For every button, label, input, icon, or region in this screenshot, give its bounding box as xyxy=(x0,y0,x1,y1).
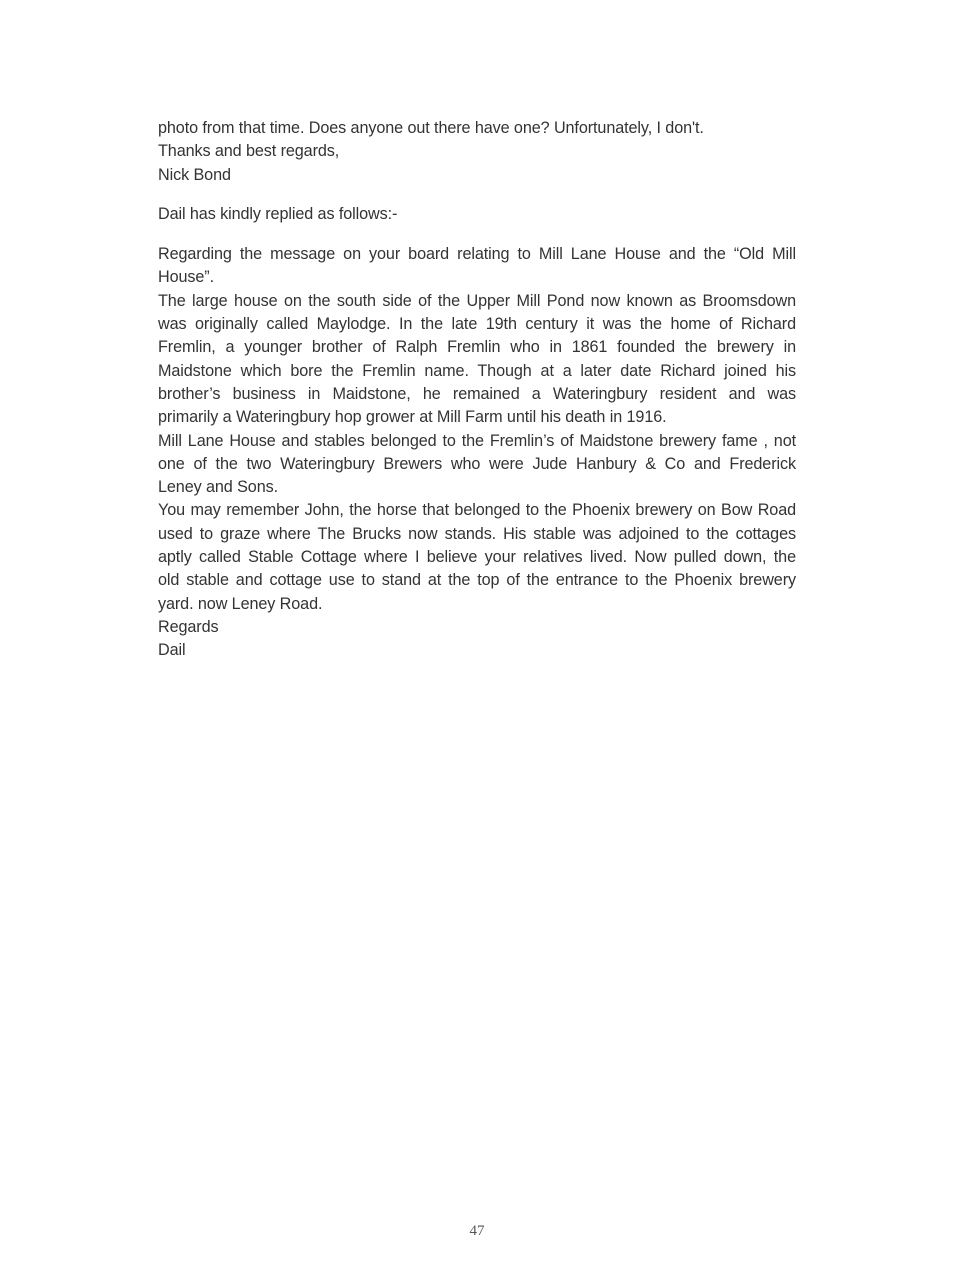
page-number: 47 xyxy=(469,1223,485,1239)
paragraph-line: The large house on the south side of the Upper Mill Pond now known as Broomsdown xyxy=(158,291,796,310)
letter-closing: Regards xyxy=(158,617,219,636)
letter-paragraph-1 xyxy=(158,243,796,290)
paragraph-line: You may remember John, the horse that belonged to the Phoenix brewery on Bow Road xyxy=(158,501,796,520)
paragraph-line: old stable and cottage use to stand at the top of the entrance to the Phoenix brewery xyxy=(158,571,796,590)
paragraph-line: Maidstone which bore the Fremlin name. Though at a later date Richard joined his xyxy=(158,361,796,380)
author-name: Nick Bond xyxy=(158,165,231,184)
paragraph-line: brother’s business in Maidstone, he remained a Wateringbury resident and was xyxy=(158,384,796,403)
letter-signature: Dail xyxy=(158,641,186,660)
paragraph-line: was originally called Maylodge. In the late 19th century it was the home of Richard xyxy=(158,315,796,334)
paragraph-line: House”. xyxy=(158,268,214,287)
intro-line: photo from that time. Does anyone out there have one? Unfortunately, I don't. xyxy=(158,119,704,137)
paragraph-line: yard. now Leney Road. xyxy=(158,594,323,613)
paragraph-line: aptly called Stable Cottage where I believe your relatives lived. Now pulled down, the xyxy=(158,548,796,567)
paragraph-line: Fremlin, a younger brother of Ralph Fremlin who in 1861 founded the brewery in xyxy=(158,338,796,357)
letter-paragraph-3 xyxy=(158,430,796,500)
reply-intro: Dail has kindly replied as follows:- xyxy=(158,205,398,224)
paragraph-line: one of the two Wateringbury Brewers who were Jude Hanbury & Co and Frederick xyxy=(158,454,796,473)
letter-paragraph-2 xyxy=(158,290,796,430)
paragraph-line: Leney and Sons. xyxy=(158,478,279,497)
paragraph-line: Regarding the message on your board relating to Mill Lane House and the “Old Mill xyxy=(158,245,796,264)
paragraph-line: Mill Lane House and stables belonged to the Fremlin’s of Maidstone brewery fame , not xyxy=(158,431,796,450)
page-body xyxy=(158,117,796,663)
intro-block xyxy=(158,117,796,187)
paragraph-line: primarily a Wateringbury hop grower at Mill Farm until his death in 1916. xyxy=(158,408,667,427)
paragraph-line: used to graze where The Brucks now stands. His stable was adjoined to the cottages xyxy=(158,524,796,543)
letter-paragraph-4 xyxy=(158,499,796,615)
sign-off-line: Thanks and best regards, xyxy=(158,142,340,161)
